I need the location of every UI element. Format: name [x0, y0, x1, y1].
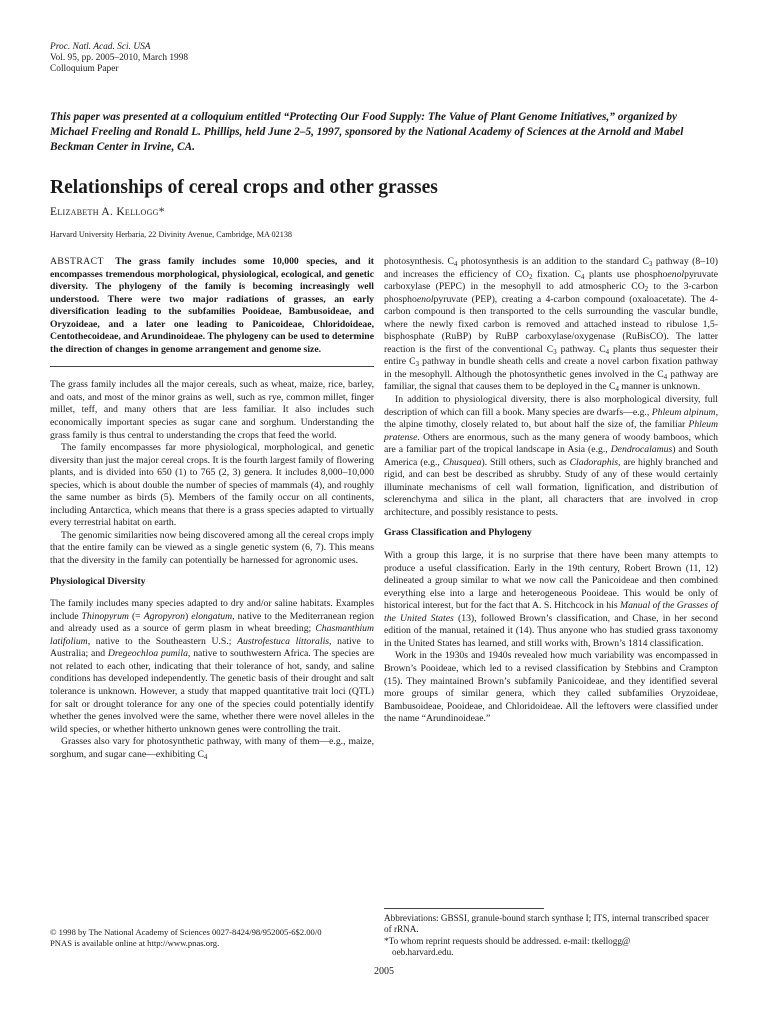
page-number: 2005 [374, 966, 394, 977]
pnas-online-line: PNAS is available online at http://www.pnas.org. [50, 938, 220, 948]
body-paragraph: photosynthesis. $C_4$ photosynthesis is an addition to the standard $C_3$ pathway (8–10) and increases the efficiency of $CO_2$ fixation. $C_4$ plants use phosphoenolpyruvate carboxylase (PEPC) in the mesophyll to add atmospheric $CO_2$ to the 3-carbon phosphoenolpyruvate (PEP), creating a 4-carbon compound (oxaloacetate). The 4-carbon compound is then transported to the cells surrounding the vascular bundle, where the newly fixed carbon is removed and attached instead to ribulose 1,5-bisphosphate (RuBP) by RuBP carboxylase/oxygenase (RuBisCO). The latter reaction is the first of the conventional $C_3$ pathway. $C_4$ plants thus sequester their entire $C_3$ pathway in bundle sheath cells and create a novel carbon fixation pathway in the mesophyll. Although the photosynthetic genes involved in the $C_4$ pathway are familiar, the signal that causes them to be deployed in the $C_4$ manner is unknown. [384, 256, 719, 394]
body-paragraph: With a group this large, it is no surprise that there have been many attempts to produce a useful classification. Early in the 19th century, Robert Brown (11, 12) delineated a group similar to what we now call the Panicoideae and then combined everything else into a large and heterogeneous Pooideae. This would be only of historical interest, but for the fact that A. S. Hitchcock in his Manual of the Grasses of the United States (13), followed Brown’s classification, and Chase, in her second edition of the manual, retained it (14). Thus anyone who has studied grass taxonomy in the United States has learned, and still works with, Brown’s 1814 classification. [384, 550, 718, 649]
journal-volume: Vol. 95, pp. 2005–2010, March 1998 [50, 53, 189, 63]
right-column [384, 256, 718, 726]
correspondence-email: oeb.harvard.edu. [392, 946, 454, 957]
body-paragraph: The family includes many species adapted to dry and/or saline habitats. Examples include Thinopyrum (= Agropyron) elongatum, native to the Mediterranean region and already used as a source of germ plasm in wheat breeding; Chasmanthium latifolium, native to the Southeastern U.S.; Austrofestuca littoralis, native to Australia; and Dregeochloa pumila, native to southwestern Africa. The species are not related to each other, indicating that their tolerance of hot, sandy, and saline conditions has developed independently. The genetic basis of their drought and salt tolerance is unknown. However, a study that mapped quantitative trait loci (QTL) for salt or drought tolerance for any one of the species could potentially identify whether the genes involved were the same, whether there were novel alleles in the wild species, or whether hitherto unknown genes were controlling the trait. [50, 598, 374, 735]
author-name: Elizabeth A. Kellogg [50, 206, 159, 218]
body-paragraph: The family encompasses far more physiological, morphological, and genetic diversity than just the major cereal crops. It is the fourth largest family of flowering plants, and is divided into 650 (1) to 765 (2, 3) genera. It includes 8,000–10,000 species, which is about double the number of species of mammals (4), and roughly the same number as birds (5). Members of the family occur on all continents, including Antarctica, which means that there is a grass species adapted to virtually every terrestrial habitat on earth. [50, 442, 374, 529]
affiliation: Harvard University Herbaria, 22 Divinity Avenue, Cambridge, MA 02138 [50, 230, 293, 239]
journal-header [50, 42, 188, 75]
left-column [50, 256, 374, 761]
body-paragraph: Work in the 1930s and 1940s revealed how much variability was encompassed in Brown’s Pooideae, which led to a revised classification by Stebbins and Crampton (15). They maintained Brown’s subfamily Panicoideae, and they identified several more groups of similar genera, which they called subfamilies Oryzoideae, Bambusoideae, Pooideae, and Chloridoideae. All the leftovers were classified under the name “Arundinoideae.” [384, 650, 718, 725]
abstract [50, 256, 374, 356]
journal-name: Proc. Natl. Acad. Sci. USA [50, 42, 151, 52]
correspondence-footnote: *To whom reprint requests should be addressed. e-mail: tkellogg@ [384, 935, 631, 946]
body-paragraph: The grass family includes all the major cereals, such as wheat, maize, rice, barley, and oats, and most of the minor grains as well, such as rye, common millet, finger millet, teff, and many others that are less familiar. It also includes such economically important species as sugar cane and sorghum. Understanding the grass family is thus central to understanding the crops that feed the world. [50, 379, 374, 441]
abstract-text: The grass family includes some 10,000 species, and it encompasses tremendous morphological, physiological, ecological, and genetic diversity. The phylogeny of the family is becoming increasingly well understood. There were two major radiations of grasses, an early diversification leading to the subfamilies Pooideae, Bambusoideae, and Oryzoideae, and a later one leading to Panicoideae, Chloridoideae, Centothecoideae, and Arundinoideae. The phylogeny can be used to determine the direction of changes in genome arrangement and genome size. [50, 256, 375, 355]
abstract-divider [50, 366, 374, 367]
author-mark: * [158, 206, 165, 218]
paper-type: Colloquium Paper [50, 64, 119, 74]
body-paragraph: In addition to physiological diversity, there is also morphological diversity, full description of which can fill a book. Many species are dwarfs—e.g., Phleum alpinum, the alpine timothy, closely related to, but about half the size of, the familiar Phleum pratense. Others are enormous, such as the many genera of woody bamboos, which are a familiar part of the tropical landscape in Asia (e.g., Dendrocalamus) and South America (e.g., Chusquea). Still others, such as Cladoraphis, are highly branched and rigid, and can best be described as shrubby. Study of any of these would certainly illuminate mechanisms of cell wall formation, lignification, and distribution of sclerenchyma and silica in the plant, all characters that are involved in crop architecture, and possibly resistance to pests. [384, 394, 719, 518]
section-heading-classification: Grass Classification and Phylogeny [384, 527, 532, 539]
copyright-block [50, 927, 374, 949]
abbreviations-footnote: Abbreviations: GBSSI, granule-bound starch synthase I; ITS, internal transcribed spacer of rRNA. [384, 913, 709, 935]
colloquium-note: This paper was presented at a colloquium entitled “Protecting Our Food Supply: The Value of Plant Genome Initiatives,” organized by Michael Freeling and Ronald L. Phillips, held June 2–5, 1997, sponsored by the National Academy of Sciences at the Arnold and Mabel Beckman Center in Irvine, CA. [50, 111, 684, 153]
body-paragraph: Grasses also vary for photosynthetic pathway, with many of them—e.g., maize, sorghum, and sugar cane—exhibiting $C_4$ [50, 736, 374, 761]
paper-title: Relationships of cereal crops and other grasses [50, 177, 438, 198]
footnote-divider [384, 908, 544, 909]
section-heading-physiological: Physiological Diversity [50, 575, 146, 587]
body-paragraph: The genomic similarities now being discovered among all the cereal crops imply that the entire family can be viewed as a single genetic system (6, 7). This means that the diversity in the family can potentially be harnessed for agronomic uses. [50, 529, 374, 567]
abstract-label: ABSTRACT [50, 256, 104, 267]
footnotes [384, 908, 718, 958]
copyright-line: © 1998 by The National Academy of Sciences 0027-8424/98/952005-6$2.00/0 [50, 927, 322, 937]
author-line [50, 206, 165, 218]
